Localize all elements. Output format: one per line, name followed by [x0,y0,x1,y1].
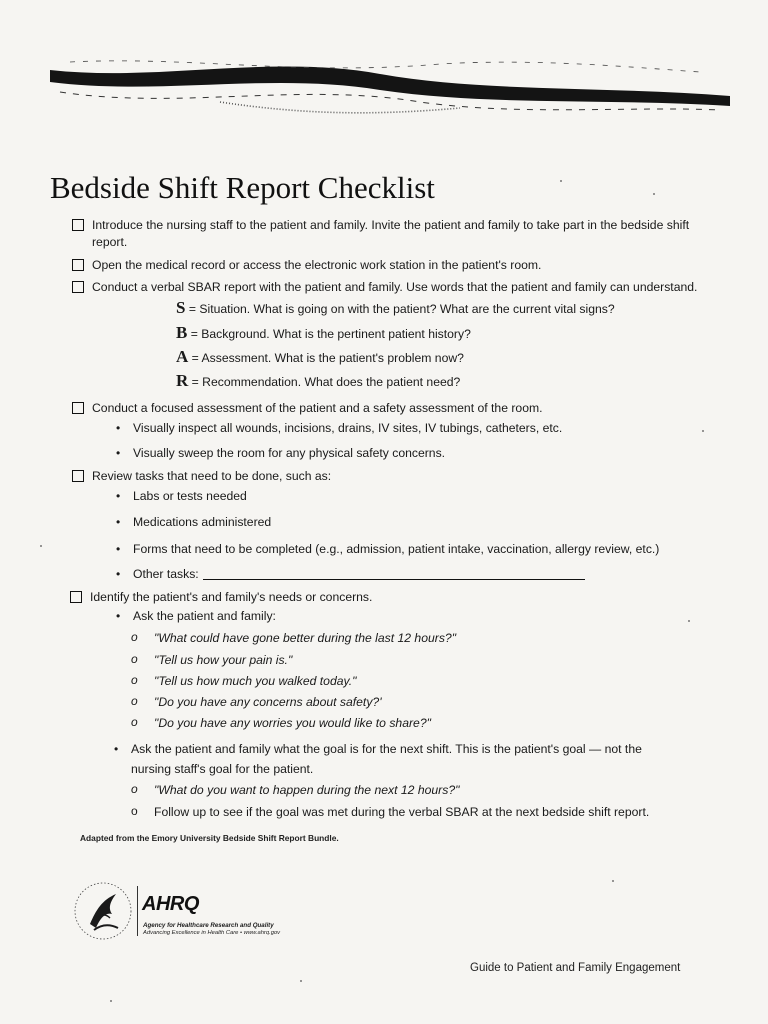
checkbox[interactable] [72,219,84,231]
list-item: • Forms that need to be completed (e.g., admission, patient intake, vaccination, allergy review, etc.) [133,541,659,557]
sbar-line-situation [176,300,615,317]
list-item: • Medications administered [133,514,271,530]
list-item: • Visually inspect all wounds, incisions, drains, IV sites, IV tubings, catheters, etc. [133,420,562,436]
item-text: Conduct a verbal SBAR report with the patient and family. Use words that the patient and family can understand. [92,280,698,294]
sbar-letter: B [176,323,188,342]
scan-speck-decoration [688,620,690,622]
sbar-text: = Background. What is the pertinent patient history? [187,327,471,341]
scan-speck-decoration [702,430,704,432]
item-text: Review tasks that need to be done, such as: [92,469,332,483]
sbar-line-background [176,325,471,342]
follow-up-item: o Follow up to see if the goal was met during the verbal SBAR at the next bedside shift report. [154,804,649,820]
checklist-item-introduce-continued: report. [92,235,128,249]
list-item-other-tasks [133,566,585,582]
checklist-item-open-record [72,257,541,273]
item-text: Conduct a focused assessment of the patient and a safety assessment of the room. [92,401,543,415]
scan-speck-decoration [110,1000,112,1002]
list-item-goal: • Ask the patient and family what the goal is for the next shift. This is the patient's goal — not the [131,741,642,757]
list-item: • Visually sweep the room for any physical safety concerns. [133,445,445,461]
sbar-text: = Situation. What is going on with the patient? What are the current vital signs? [185,302,615,316]
other-tasks-blank-line[interactable] [203,567,585,580]
item-text: Open the medical record or access the electronic work station in the patient's room. [92,258,542,272]
scan-speck-decoration [40,545,42,547]
item-text: Introduce the nursing staff to the patient and family. Invite the patient and family to take part in the bedside shift [92,218,690,232]
list-item-goal-continued: nursing staff's goal for the patient. [131,762,314,776]
checkbox[interactable] [72,259,84,271]
source-credit: Adapted from the Emory University Bedside Shift Report Bundle. [80,833,339,843]
sbar-text: = Assessment. What is the patient's problem now? [188,351,464,365]
item-text: Identify the patient's and family's needs or concerns. [90,590,373,604]
page-title: Bedside Shift Report Checklist [50,170,435,205]
sbar-line-recommendation [176,373,460,390]
page-footer: Guide to Patient and Family Engagement [470,962,681,974]
question-item: o "Do you have any worries you would like to share?" [154,715,431,731]
list-item-ask: • Ask the patient and family: [133,608,276,624]
ahrq-tagline: Advancing Excellence in Health Care • www.ahrq.gov [143,930,281,936]
other-tasks-label: Other tasks: [133,567,199,581]
wave-banner-decoration [40,52,730,132]
ahrq-logo: AHRQ [142,893,199,915]
scan-speck-decoration [653,193,655,195]
checkbox[interactable] [72,281,84,293]
checklist-item-introduce [72,217,689,233]
checkbox[interactable] [72,402,84,414]
sbar-letter: R [176,371,189,390]
scan-speck-decoration [300,980,302,982]
question-item: o "Tell us how your pain is." [154,652,292,668]
scan-speck-decoration [560,180,562,182]
question-item: o "Tell us how much you walked today." [154,673,356,689]
question-item: o "Do you have any concerns about safety?' [154,694,382,710]
checkbox[interactable] [72,470,84,482]
checklist-item-assessment [72,400,543,416]
ahrq-agency-name: Agency for Healthcare Research and Quality [143,922,274,929]
goal-question: o "What do you want to happen during the next 12 hours?" [154,782,459,798]
checklist-item-review-tasks [72,468,331,484]
sbar-line-assessment [176,349,464,366]
checklist-item-sbar [72,279,697,295]
scan-speck-decoration [612,880,614,882]
list-item: • Labs or tests needed [133,488,247,504]
sbar-text: = Recommendation. What does the patient need? [188,375,461,389]
logo-divider [137,886,138,936]
sbar-letter: S [176,298,186,317]
sbar-letter: A [176,347,189,366]
hhs-seal-logo [72,880,134,942]
checkbox[interactable] [70,591,82,603]
question-item: o "What could have gone better during the last 12 hours?" [154,630,456,646]
checklist-item-identify-needs [70,589,372,605]
